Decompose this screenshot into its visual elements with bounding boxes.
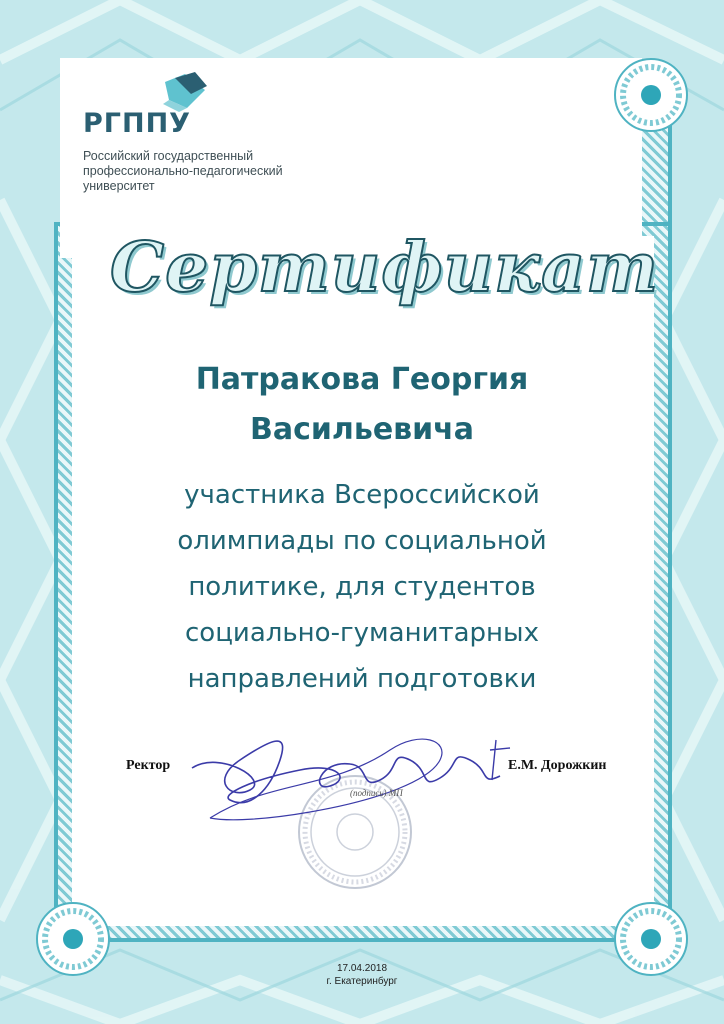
certificate-title: Сертификат: [110, 228, 660, 308]
rosette-top-right-icon: [612, 56, 690, 134]
rosette-bottom-right-icon: [612, 900, 690, 978]
rector-signature-icon: [190, 720, 520, 830]
university-name-line-3: университет: [83, 179, 155, 193]
university-abbreviation: РГППУ: [83, 108, 192, 139]
university-name-line-2: профессионально-педагогический: [83, 164, 283, 178]
reason-line-1: участника Всероссийской: [184, 480, 540, 510]
reason-line-4: социально-гуманитарных: [185, 618, 539, 648]
reason-line-5: направлений подготовки: [187, 664, 537, 694]
recipient-name-line-2: Васильевича: [249, 412, 475, 447]
issue-date: 17.04.2018: [336, 963, 388, 974]
rosette-bottom-left-icon: [34, 900, 112, 978]
university-name-line-1: Российский государственный: [83, 149, 254, 163]
recipient-name-line-1: Патракова Георгия: [195, 362, 529, 397]
reason-line-2: олимпиады по социальной: [177, 526, 547, 556]
signatory-position: Ректор: [126, 758, 171, 773]
signatory-name: Е.М. Дорожкин: [508, 758, 607, 773]
university-logo-icon: [83, 72, 213, 112]
reason-line-3: политике, для студентов: [188, 572, 536, 602]
signature-note: (подпись) МП: [350, 788, 403, 798]
issue-city: г. Екатеринбург: [326, 976, 398, 987]
